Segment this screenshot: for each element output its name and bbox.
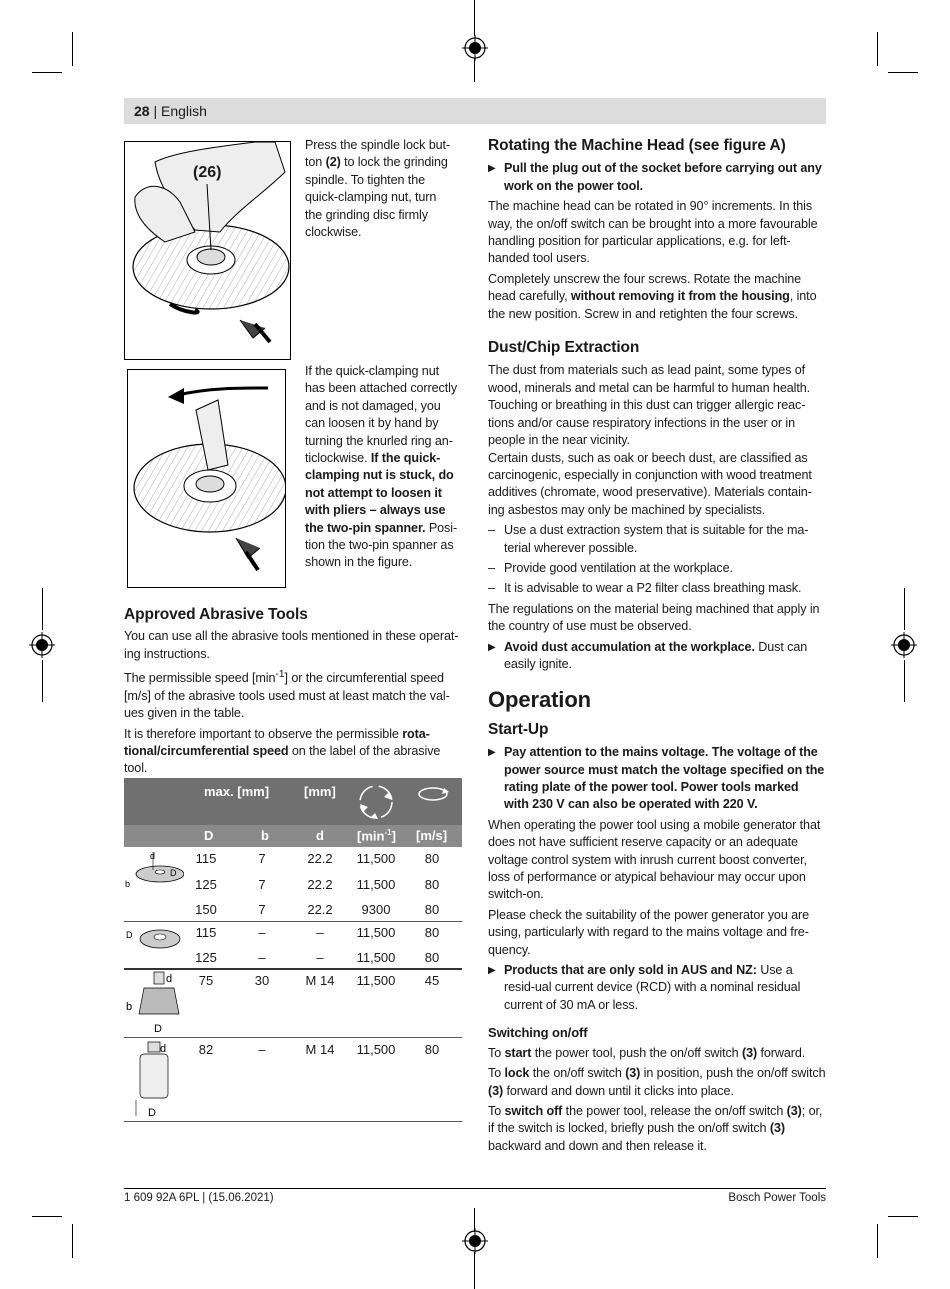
footer-rule xyxy=(124,1188,826,1189)
dust-heading: Dust/Chip Extraction xyxy=(488,339,640,357)
table-cell: 80 xyxy=(424,950,440,965)
table-cell: M 14 xyxy=(305,1042,335,1057)
table-cell: 80 xyxy=(424,877,440,892)
table-cell: 80 xyxy=(424,851,440,866)
dust-paragraph-2: Certain dusts, such as oak or beech dust, are classified as carcinogenic, especially in conjunction with wood treatment additives (chromate, wood preservative). Materials contain-ing asbestos may only be machined by specialists. xyxy=(488,450,812,517)
cup-brush-icon xyxy=(124,970,184,1036)
table-cell: 11,500 xyxy=(356,973,396,988)
flap-disc-icon xyxy=(124,925,184,965)
crop-mark xyxy=(474,1252,475,1289)
bullet-arrow-icon: ▶ xyxy=(488,163,496,175)
footer-doc-id: 1 609 92A 6PL | (15.06.2021) xyxy=(124,1192,274,1204)
crop-mark xyxy=(904,660,905,702)
registration-mark-left xyxy=(29,632,55,658)
abrasive-heading: Approved Abrasive Tools xyxy=(124,606,308,623)
bullet-arrow-icon: ▶ xyxy=(488,641,496,653)
switching-heading: Switching on/off xyxy=(488,1025,588,1041)
svg-text:D: D xyxy=(126,930,133,940)
col-header-d: d xyxy=(316,828,324,843)
svg-text:D: D xyxy=(148,1107,156,1119)
figure1-caption xyxy=(305,137,465,241)
table-cell: 22.2 xyxy=(307,877,333,892)
startup-warning-text: Pay attention to the mains voltage. The voltage of the power source must match the voltage specified on the rating plate of the power tool. Power tools marked with 230 V can also be operated with 220 V. xyxy=(504,745,825,812)
col-header-b: b xyxy=(261,828,269,843)
rotation-speed-icon xyxy=(356,782,396,822)
svg-text:b: b xyxy=(125,879,131,889)
crop-mark xyxy=(72,32,73,66)
table-header-row-2 xyxy=(124,825,462,847)
table-cell: 9300 xyxy=(361,902,391,917)
table-cell: 11,500 xyxy=(356,1042,396,1057)
switch-paragraph-1: To start the power tool, push the on/off switch (3) forward. xyxy=(488,1045,806,1060)
abrasive-paragraph-1: You can use all the abrasive tools mentioned in these operat-ing instructions. xyxy=(124,629,459,661)
crop-mark xyxy=(474,58,475,82)
table-divider xyxy=(124,921,462,922)
dust-list-item: – Use a dust extraction system that is suitable for the ma-terial wherever possible. xyxy=(488,523,809,555)
col-header-D: D xyxy=(204,828,214,843)
crop-mark xyxy=(42,588,43,630)
rotating-warning xyxy=(488,160,826,195)
rotating-warning-text: Pull the plug out of the socket before carrying out any work on the power tool. xyxy=(504,161,822,193)
dust-paragraph-3: The regulations on the material being machined that apply in the country of use must be observed. xyxy=(488,601,820,634)
crop-mark xyxy=(42,660,43,702)
table-cell: 115 xyxy=(195,851,217,866)
dust-list-item-text: Use a dust extraction system that is suitable for the ma-terial wherever possible. xyxy=(504,523,809,555)
col-header-ms: [m/s] xyxy=(416,828,448,843)
table-cell: – xyxy=(258,1042,266,1057)
table-cell: 7 xyxy=(258,902,266,917)
rotating-paragraph-2: Completely unscrew the four screws. Rotate the machine head carefully, without removing it from the housing, into the new position. Screw in and retighten the four screws. xyxy=(488,271,817,321)
startup-paragraph-1: When operating the power tool using a mobile generator that does not have sufficient reserve capacity or an adequate voltage control system with inrush current boost converter, loss of performance or atypical behaviour may occur upon switch-on. xyxy=(488,817,821,902)
table-cell: 11,500 xyxy=(356,925,396,940)
table-cell: 75 xyxy=(198,973,214,988)
figure-tighten-nut xyxy=(124,141,291,360)
figure1-caption-text: Press the spindle lock but- ton (2) to lock the grinding spindle. To tighten the quick-clamping nut, turn the grinding disc firmly clockwise. xyxy=(305,138,451,240)
rotating-heading: Rotating the Machine Head (see figure A) xyxy=(488,137,786,154)
dust-warning xyxy=(488,639,826,674)
table-cell: 11,500 xyxy=(356,851,396,866)
aus-nz-note-text: Products that are only sold in AUS and NZ: Use a resid-ual current device (RCD) with a nominal residual current of 30 mA or less. xyxy=(504,963,801,1012)
table-header-max-mm: max. [mm] xyxy=(204,784,270,799)
table-cell: 115 xyxy=(195,925,217,940)
aus-nz-note xyxy=(488,962,826,1014)
crop-mark xyxy=(32,72,62,73)
registration-mark-right xyxy=(891,632,917,658)
page-header: 28 | English xyxy=(134,103,207,119)
abrasive-paragraph-3: It is therefore important to observe the permissible rota-tional/circumferential speed on the label of the abrasive tool. xyxy=(124,726,441,776)
table-cell: – xyxy=(258,925,266,940)
switch-paragraph-3: To switch off the power tool, release the on/off switch (3); or, if the switch is locked, briefly push the on/off switch (3) backward and down and then release it. xyxy=(488,1103,823,1153)
table-header-mm: [mm] xyxy=(304,784,336,799)
crop-mark xyxy=(888,72,918,73)
figure-loosen-nut xyxy=(127,369,286,588)
dust-warning-text: Avoid dust accumulation at the workplace. Dust can easily ignite. xyxy=(504,639,808,671)
icon-label-d: d xyxy=(150,851,156,861)
switch-paragraph-2: To lock the on/off switch (3) in position, push the on/off switch (3) forward and down until it clicks into place. xyxy=(488,1066,826,1098)
table-cell: 7 xyxy=(258,851,266,866)
registration-mark-top xyxy=(462,35,488,61)
crop-mark xyxy=(72,1224,73,1258)
table-cell: 22.2 xyxy=(307,902,333,917)
dust-list-item: – Provide good ventilation at the workplace. xyxy=(488,560,733,575)
startup-warning xyxy=(488,744,826,814)
abrasive-paragraph-2: The permissible speed $[\min^{-1}]$ or the circumferential speed [m/s] of the abrasive tools used must at least match the val-ues given in the table. xyxy=(124,668,450,721)
table-cell: 11,500 xyxy=(356,950,396,965)
table-cell: 150 xyxy=(195,902,217,917)
table-cell: 125 xyxy=(195,877,217,892)
col-header-min: $[\min^{-1}]$ xyxy=(357,828,396,844)
svg-text:d: d xyxy=(160,1043,167,1055)
bullet-arrow-icon: ▶ xyxy=(488,965,496,977)
table-bottom-rule xyxy=(124,1121,462,1122)
bullet-arrow-icon: ▶ xyxy=(488,747,496,759)
circumferential-speed-icon xyxy=(416,784,450,804)
dust-list-item: – It is advisable to wear a P2 filter class breathing mask. xyxy=(488,581,802,596)
table-cell: – xyxy=(258,950,266,965)
crop-mark xyxy=(474,0,475,36)
table-cell: 125 xyxy=(195,950,217,965)
table-cell: 11,500 xyxy=(356,877,396,892)
table-divider xyxy=(124,1037,462,1038)
callout-label-26: (26) xyxy=(193,164,222,181)
table-cell: – xyxy=(316,925,324,940)
table-cell: – xyxy=(316,950,324,965)
table-cell: 45 xyxy=(424,973,440,988)
registration-mark-bottom xyxy=(462,1228,488,1254)
header-language: English xyxy=(161,103,207,119)
table-cell: 80 xyxy=(424,1042,440,1057)
svg-text:d: d xyxy=(166,973,173,985)
page-number: 28 xyxy=(134,103,150,119)
grinding-disc-icon xyxy=(124,850,184,890)
crop-mark xyxy=(888,1216,918,1217)
svg-text:b: b xyxy=(126,1001,133,1013)
page-header-bar xyxy=(124,98,826,124)
svg-text:D: D xyxy=(154,1023,162,1035)
crop-mark xyxy=(32,1216,62,1217)
abrasive-tools-section xyxy=(124,606,462,781)
startup-heading: Start-Up xyxy=(488,720,549,738)
crop-mark xyxy=(877,1224,878,1258)
table-cell: 7 xyxy=(258,877,266,892)
table-cell: 80 xyxy=(424,902,440,917)
table-cell: 80 xyxy=(424,925,440,940)
dust-list-item-text: Provide good ventilation at the workplace. xyxy=(504,560,733,575)
rotating-paragraph-1: The machine head can be rotated in 90° increments. In this way, the on/off switch can be brought into a more favourable handling position for particular applications, e.g. for left-handed tool users. xyxy=(488,199,818,266)
footer-brand: Bosch Power Tools xyxy=(728,1192,826,1204)
core-bit-icon xyxy=(124,1040,184,1120)
table-cell: 22.2 xyxy=(307,851,333,866)
svg-text:D: D xyxy=(170,868,177,878)
dust-list-item-text: It is advisable to wear a P2 filter class breathing mask. xyxy=(504,581,802,596)
table-cell: 30 xyxy=(254,973,270,988)
table-cell: M 14 xyxy=(305,973,335,988)
two-pin-spanner-illustration xyxy=(128,370,285,587)
figure2-caption xyxy=(305,363,465,572)
operation-heading: Operation xyxy=(488,687,591,713)
right-column xyxy=(488,137,826,1158)
crop-mark xyxy=(904,588,905,630)
dust-paragraph-1: The dust from materials such as lead paint, some types of wood, minerals and metal can be harmful to human health. Touching or breathing in this dust can trigger allergic reac-tions and/or cause respiratory infections in the user or in people in the near vicinity. xyxy=(488,363,811,448)
figure2-caption-text: If the quick-clamping nut has been attached correctly and is not damaged, you can loosen it by hand by turning the knurled ring an- ticlockwise. If the quick- clamping nut is stuck, do not attempt to loosen it with pliers – always use the two-pin spanner. Posi- tion the two-pin spanner as shown in the figure. xyxy=(305,364,458,570)
crop-mark xyxy=(877,32,878,66)
table-header-row-1 xyxy=(124,778,462,825)
startup-paragraph-2: Please check the suitability of the power generator you are using, particularly with regard to the mains voltage and fre-quency. xyxy=(488,907,810,957)
table-cell: 82 xyxy=(198,1042,214,1057)
